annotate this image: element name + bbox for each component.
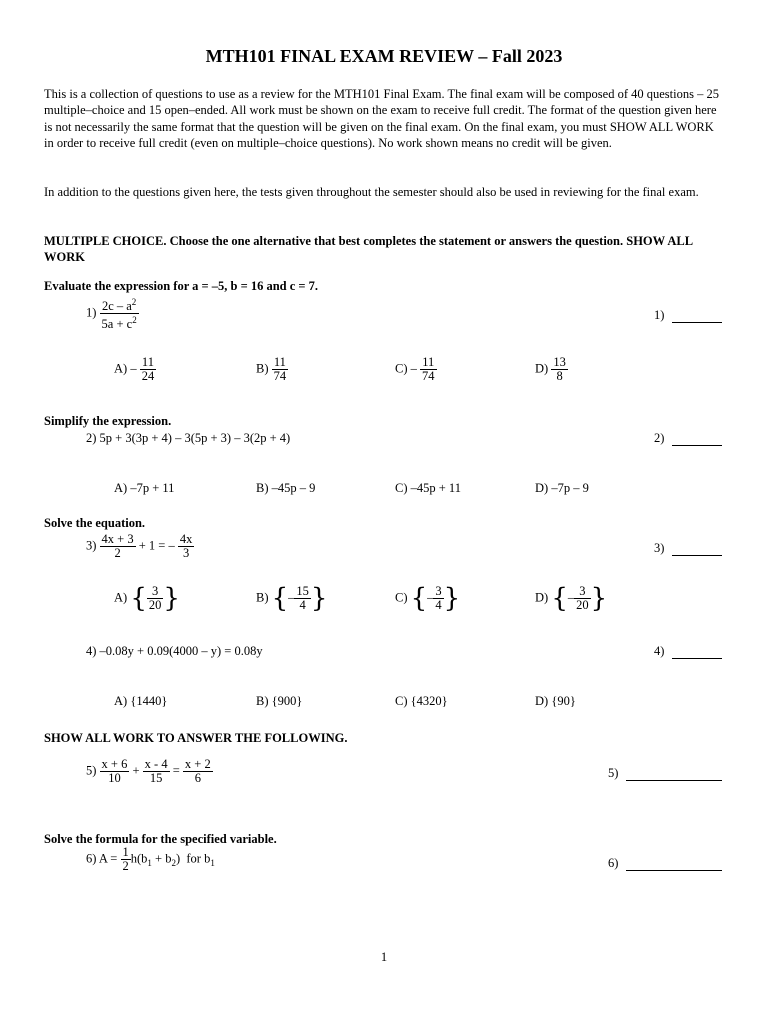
q5-answer-blank[interactable]: 5) [608,766,722,781]
q1-option-b[interactable]: B) $\frac{11}{74}$ [256,355,287,383]
intro-paragraph-2: In addition to the questions given here, the tests given throughout the semester should also be used in reviewing for the final exam. [44,185,699,199]
page-title: MTH101 FINAL EXAM REVIEW – Fall 2023 [205,46,563,66]
q6-prompt: Solve the formula for the specified variable. [44,832,277,846]
q1-expression: $\frac{2c - a^2}{5a + c^2}$ [101,297,137,332]
q3-prompt: Solve the equation. [44,516,146,530]
q6-answer-blank[interactable]: 6) [608,856,722,871]
intro-paragraph: This is a collection of questions to use as a review for the MTH101 Final Exam. The final exam will be composed of 40 questions – 25 multiple–choice and 15 open–ended. All work must be shown on the exam to receive full credit. The format of the question given here is not necessarily the same format that the question will be given on the final exam. On the final exam, you must SHOW ALL WORK in order to receive full credit (even on multiple–choice questions). No work shown means no credit will be given. [44,87,719,151]
q4-question: 4) –0.08y + 0.09(4000 – y) = 0.08y [86,644,263,658]
page-number: 1 [380,950,388,964]
multiple-choice-heading: MULTIPLE CHOICE. Choose the one alternative that best completes the statement or answers the question. SHOW ALL WORK [44,234,693,265]
q1-prompt: Evaluate the expression for a = –5, b = 16 and c = 7. [44,279,319,293]
q4-option-d[interactable]: D) {90} [535,694,576,708]
q3-question: 3) $\frac{4x + 3}{2}$ + 1 = – $\frac{4x}{3}$ [86,532,193,560]
q1-option-d[interactable]: D) $\frac{13}{8}$ [535,355,566,383]
q2-option-d[interactable]: D) –7p – 9 [535,481,589,495]
q4-option-b[interactable]: B) {900} [256,694,303,708]
q1-option-a[interactable]: A) – $\frac{11}{24}$ [114,355,155,383]
q1-answer-blank[interactable]: 1) [654,308,722,323]
q1-option-c[interactable]: C) – $\frac{11}{74}$ [395,355,435,383]
q3-option-c[interactable]: C) {– $\frac{3}{4}$ } [395,583,461,614]
q2-option-a[interactable]: A) –7p + 11 [114,481,175,495]
q6-question: 6) A = $\frac{1}{2}$ $h(b_1 + b_2)$ for $b_1$ [86,845,215,873]
q3-answer-blank[interactable]: 3) [654,541,722,556]
q3-option-d[interactable]: D) {– $\frac{3}{20}$ } [535,583,608,614]
short-answer-heading: SHOW ALL WORK TO ANSWER THE FOLLOWING. [44,731,348,745]
q2-prompt: Simplify the expression. [44,414,172,428]
q2-answer-blank[interactable]: 2) [654,431,722,446]
q2-question: 2) 5p + 3(3p + 4) – 3(5p + 3) – 3(2p + 4) [86,431,291,445]
q4-option-a[interactable]: A) {1440} [114,694,168,708]
q2-option-c[interactable]: C) –45p + 11 [395,481,461,495]
q4-answer-blank[interactable]: 4) [654,644,722,659]
q2-option-b[interactable]: B) –45p – 9 [256,481,316,495]
q4-option-c[interactable]: C) {4320} [395,694,448,708]
q3-option-a[interactable]: A) { $\frac{3}{20}$ } [114,583,180,614]
q5-question: 5) $\frac{x + 6}{10}$ + $\frac{x - 4}{15}$ = $\frac{x + 2}{6}$ [86,757,211,785]
q1-question: 1) $\frac{2c - a^2}{5a + c^2}$ [86,297,137,332]
q3-option-b[interactable]: B) {– $\frac{15}{4}$ } [256,583,328,614]
